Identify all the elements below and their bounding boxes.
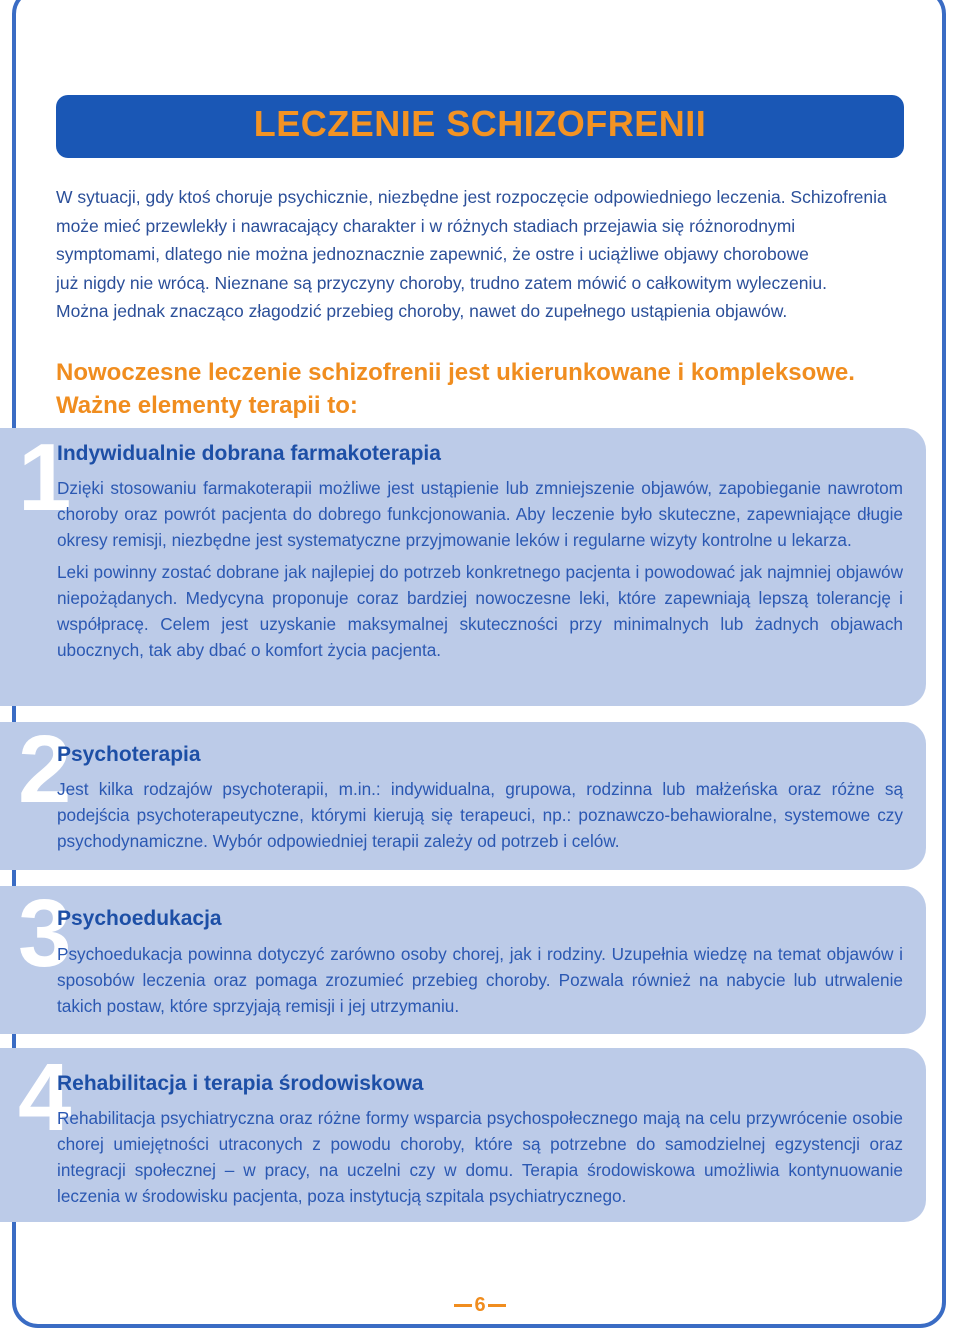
intro-line: Można jednak znacząco złagodzić przebieg choroby, nawet do zupełnego ustąpienia objawów. bbox=[56, 301, 788, 322]
section-number: 2 bbox=[18, 716, 72, 823]
section-body bbox=[57, 475, 903, 669]
lead-heading bbox=[56, 356, 916, 422]
section-paragraph: Jest kilka rodzajów psychoterapii, m.in.: indywidualna, grupowa, rodzinna lub małżeńska oraz różne są podejścia psychoterapeutyczne, którymi kierują się terapeuci, np.: poznawczo-behawioralne, systemowe czy psychodynamiczne. Wybór odpowiedniej terapii zależy od potrzeb i celów. bbox=[57, 779, 903, 851]
dash-left bbox=[454, 1304, 472, 1307]
page-number-value: 6 bbox=[474, 1294, 486, 1316]
section-title: Psychoedukacja bbox=[57, 907, 222, 930]
lead-line: Nowoczesne leczenie schizofrenii jest ukierunkowane i kompleksowe. bbox=[56, 359, 855, 386]
section-paragraph: Psychoedukacja powinna dotyczyć zarówno osoby chorej, jak i rodziny. Uzupełnia wiedzę na temat objawów i sposobów leczenia oraz pomaga zrozumieć przebieg choroby. Pozwala również na nabycie lub utrwalenie takich postaw, które sprzyjają remisji i jej utrzymaniu. bbox=[57, 944, 903, 1016]
dash-right bbox=[488, 1304, 506, 1307]
section-paragraph: Leki powinny zostać dobrane jak najlepiej do potrzeb konkretnego pacjenta i powodować jak najmniej objawów niepożądanych. Medycyna proponuje coraz bardziej nowoczesne leki, które zapewniają lepszą tolerancję i współpracę. Celem jest uzyskanie maksymalnej skuteczności przy minimalnych lub żadnych objawach ubocznych, tak aby dbać o komfort życia pacjenta. bbox=[57, 562, 903, 660]
section-title: Rehabilitacja i terapia środowiskowa bbox=[57, 1072, 424, 1095]
title-banner bbox=[56, 95, 904, 158]
page-title: LECZENIE SCHIZOFRENII bbox=[253, 103, 707, 144]
intro-paragraph bbox=[56, 183, 908, 326]
section-paragraph: Rehabilitacja psychiatryczna oraz różne formy wsparcia psychospołecznego mają na celu przywrócenie osobie chorej umiejętności utraconych z powodu choroby, które są potrzebne do samodzielnej egzystencji oraz integracji społecznej – w pracy, na uczelni czy w domu. Terapia środowiskowa umożliwia kontynuowanie leczenia w środowisku pacjenta, poza instytucją szpitala psychiatrycznego. bbox=[57, 1108, 903, 1206]
section-title: Psychoterapia bbox=[57, 743, 201, 766]
intro-line: już nigdy nie wrócą. Nieznane są przyczyny choroby, trudno zatem mówić o całkowitym wyleczeniu. bbox=[56, 272, 827, 293]
section-number: 3 bbox=[18, 880, 72, 987]
page-number bbox=[0, 1294, 960, 1317]
section-body bbox=[57, 1105, 903, 1215]
section-number: 4 bbox=[18, 1044, 72, 1151]
section-title: Indywidualnie dobrana farmakoterapia bbox=[57, 442, 441, 465]
lead-line: Ważne elementy terapii to: bbox=[56, 392, 358, 419]
section-body bbox=[57, 776, 903, 860]
intro-line: symptomami, dlatego nie można jednoznacznie zapewnić, że ostre i uciążliwe objawy chorobowe bbox=[56, 244, 809, 265]
intro-line: W sytuacji, gdy ktoś choruje psychicznie, niezbędne jest rozpoczęcie odpowiedniego leczenia. Schizofrenia bbox=[56, 187, 887, 207]
section-number: 1 bbox=[18, 424, 72, 531]
intro-line: może mieć przewlekły i nawracający charakter i w różnych stadiach przejawia się różnorodnymi bbox=[56, 215, 796, 236]
section-paragraph: Dzięki stosowaniu farmakoterapii możliwe jest ustąpienie lub zmniejszenie objawów, zapobieganie nawrotom choroby oraz powrót pacjenta do dobrego funkcjonowania. Aby leczenie było skuteczne, zapewniające długie okresy remisji, niezbędne jest systematyczne przyjmowanie leków i regularne wizyty kontrolne u lekarza. bbox=[57, 478, 903, 550]
section-body bbox=[57, 941, 903, 1025]
